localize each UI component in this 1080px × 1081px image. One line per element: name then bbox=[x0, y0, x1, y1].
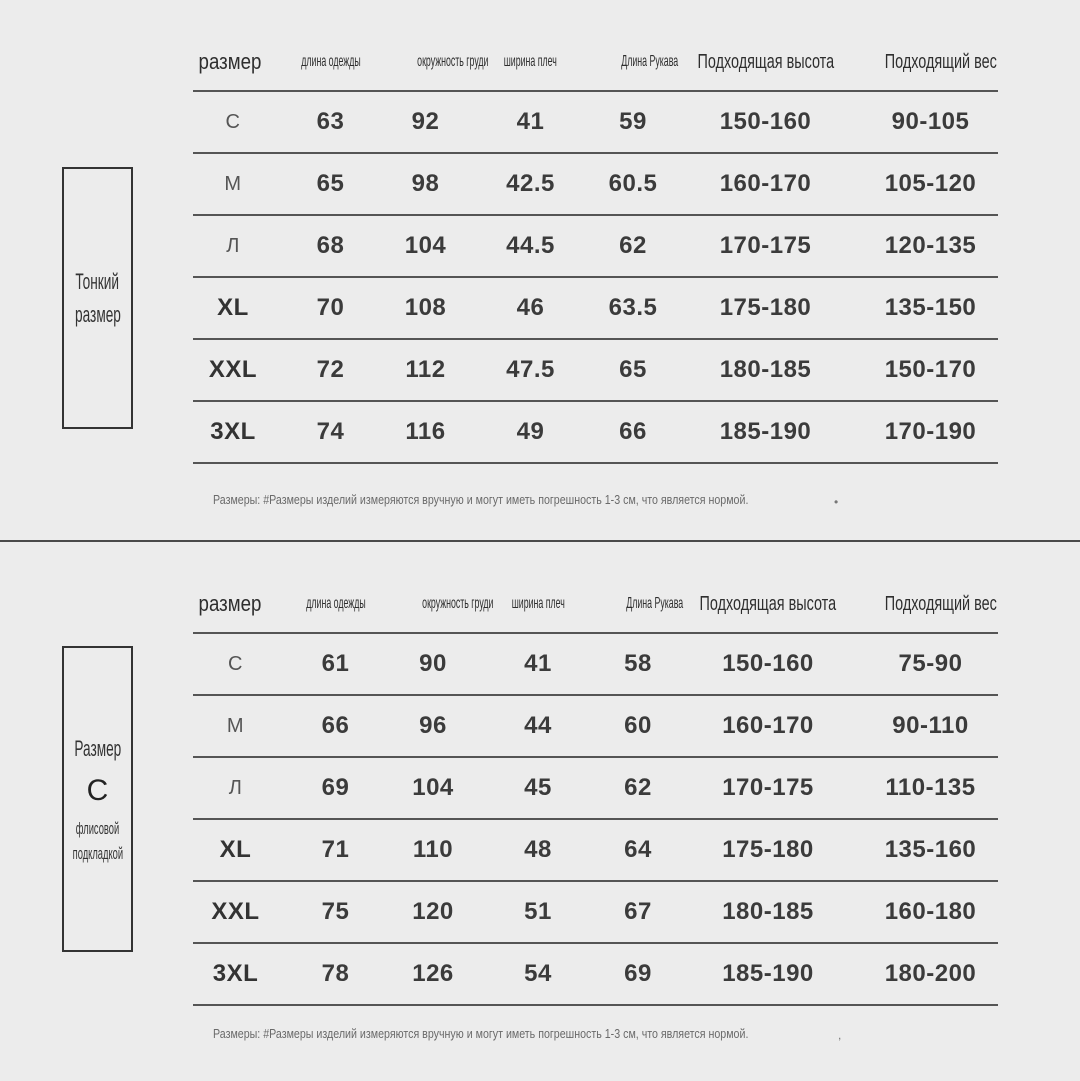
col-header-length: длина одежды bbox=[278, 576, 393, 633]
chest-cell: 98 bbox=[388, 153, 463, 215]
sleeve-cell: 62 bbox=[603, 757, 673, 819]
col-header-shoulder: ширина плеч bbox=[463, 34, 598, 91]
length-cell: 63 bbox=[273, 91, 388, 153]
height-cell: 150-160 bbox=[673, 633, 863, 695]
shoulder-cell: 49 bbox=[463, 401, 598, 463]
measurement-note: Размеры: #Размеры изделий измеряются вручную и могут иметь погрешность 1-3 см, что является нормой. bbox=[213, 1026, 749, 1041]
sleeve-cell: 58 bbox=[603, 633, 673, 695]
size-chart-slim bbox=[0, 0, 1080, 540]
table-row bbox=[193, 633, 998, 695]
height-cell: 160-170 bbox=[668, 153, 863, 215]
weight-cell: 90-105 bbox=[863, 91, 998, 153]
weight-cell: 135-160 bbox=[863, 819, 998, 881]
col-header-length: длина одежды bbox=[273, 34, 388, 91]
table-row bbox=[193, 757, 998, 819]
height-cell: 180-185 bbox=[668, 339, 863, 401]
height-cell: 180-185 bbox=[673, 881, 863, 943]
sleeve-cell: 62 bbox=[598, 215, 668, 277]
col-header-sleeve: Длина Рукава bbox=[598, 34, 668, 91]
col-header-height: Подходящая высота bbox=[668, 34, 863, 91]
chest-cell: 104 bbox=[393, 757, 473, 819]
size-cell: С bbox=[193, 633, 278, 695]
height-cell: 175-180 bbox=[673, 819, 863, 881]
chest-cell: 126 bbox=[393, 943, 473, 1005]
table-row bbox=[193, 339, 998, 401]
shoulder-cell: 51 bbox=[473, 881, 603, 943]
length-cell: 66 bbox=[278, 695, 393, 757]
fleece-size-label-box bbox=[62, 646, 133, 952]
col-header-shoulder: ширина плеч bbox=[473, 576, 603, 633]
weight-cell: 170-190 bbox=[863, 401, 998, 463]
height-cell: 150-160 bbox=[668, 91, 863, 153]
side-label-line: флисовой bbox=[75, 818, 120, 838]
chest-cell: 120 bbox=[393, 881, 473, 943]
weight-cell: 150-170 bbox=[863, 339, 998, 401]
shoulder-cell: 44.5 bbox=[463, 215, 598, 277]
chest-cell: 110 bbox=[393, 819, 473, 881]
chest-cell: 90 bbox=[393, 633, 473, 695]
side-label-line: Тонкий bbox=[75, 269, 120, 294]
col-header-chest: окружность груди bbox=[393, 576, 473, 633]
height-cell: 170-175 bbox=[673, 757, 863, 819]
sleeve-cell: 69 bbox=[603, 943, 673, 1005]
weight-cell: 120-135 bbox=[863, 215, 998, 277]
size-cell: XXL bbox=[193, 881, 278, 943]
weight-cell: 160-180 bbox=[863, 881, 998, 943]
height-cell: 175-180 bbox=[668, 277, 863, 339]
length-cell: 72 bbox=[273, 339, 388, 401]
size-cell: М bbox=[193, 695, 278, 757]
shoulder-cell: 41 bbox=[473, 633, 603, 695]
table-row bbox=[193, 819, 998, 881]
chest-cell: 104 bbox=[388, 215, 463, 277]
sleeve-cell: 65 bbox=[598, 339, 668, 401]
sleeve-cell: 64 bbox=[603, 819, 673, 881]
size-cell: XXL bbox=[193, 339, 273, 401]
size-cell: 3XL bbox=[193, 943, 278, 1005]
col-header-weight: Подходящий вес bbox=[863, 576, 998, 633]
sleeve-cell: 59 bbox=[598, 91, 668, 153]
chest-cell: 116 bbox=[388, 401, 463, 463]
size-cell: М bbox=[193, 153, 273, 215]
table-row bbox=[193, 401, 998, 463]
shoulder-cell: 45 bbox=[473, 757, 603, 819]
col-header-chest: окружность груди bbox=[388, 34, 463, 91]
shoulder-cell: 54 bbox=[473, 943, 603, 1005]
side-label-line: подкладкой bbox=[72, 844, 123, 863]
sleeve-cell: 63.5 bbox=[598, 277, 668, 339]
length-cell: 68 bbox=[273, 215, 388, 277]
size-cell: XL bbox=[193, 819, 278, 881]
col-header-weight: Подходящий вес bbox=[863, 34, 998, 91]
side-label-line: С bbox=[86, 773, 109, 807]
height-cell: 160-170 bbox=[673, 695, 863, 757]
length-cell: 74 bbox=[273, 401, 388, 463]
slim-size-label-box bbox=[62, 167, 133, 429]
chest-cell: 112 bbox=[388, 339, 463, 401]
height-cell: 185-190 bbox=[668, 401, 863, 463]
height-cell: 170-175 bbox=[668, 215, 863, 277]
shoulder-cell: 42.5 bbox=[463, 153, 598, 215]
chest-cell: 96 bbox=[393, 695, 473, 757]
table-row bbox=[193, 277, 998, 339]
size-cell: XL bbox=[193, 277, 273, 339]
table-row bbox=[193, 695, 998, 757]
col-header-height: Подходящая высота bbox=[673, 576, 863, 633]
length-cell: 69 bbox=[278, 757, 393, 819]
shoulder-cell: 48 bbox=[473, 819, 603, 881]
sleeve-cell: 60 bbox=[603, 695, 673, 757]
length-cell: 70 bbox=[273, 277, 388, 339]
sleeve-cell: 66 bbox=[598, 401, 668, 463]
col-header-sleeve: Длина Рукава bbox=[603, 576, 673, 633]
table-row bbox=[193, 153, 998, 215]
length-cell: 78 bbox=[278, 943, 393, 1005]
shoulder-cell: 41 bbox=[463, 91, 598, 153]
header-row bbox=[193, 576, 998, 633]
length-cell: 61 bbox=[278, 633, 393, 695]
table-row bbox=[193, 943, 998, 1005]
size-chart-fleece bbox=[0, 542, 1080, 1081]
height-cell: 185-190 bbox=[673, 943, 863, 1005]
side-label-line: размер bbox=[74, 302, 121, 327]
shoulder-cell: 44 bbox=[473, 695, 603, 757]
shoulder-cell: 47.5 bbox=[463, 339, 598, 401]
shoulder-cell: 46 bbox=[463, 277, 598, 339]
size-table bbox=[193, 34, 998, 464]
table-row bbox=[193, 881, 998, 943]
size-cell: С bbox=[193, 91, 273, 153]
length-cell: 65 bbox=[273, 153, 388, 215]
length-cell: 71 bbox=[278, 819, 393, 881]
weight-cell: 135-150 bbox=[863, 277, 998, 339]
weight-cell: 180-200 bbox=[863, 943, 998, 1005]
sleeve-cell: 60.5 bbox=[598, 153, 668, 215]
sleeve-cell: 67 bbox=[603, 881, 673, 943]
size-cell: 3XL bbox=[193, 401, 273, 463]
length-cell: 75 bbox=[278, 881, 393, 943]
weight-cell: 75-90 bbox=[863, 633, 998, 695]
header-row bbox=[193, 34, 998, 91]
weight-cell: 105-120 bbox=[863, 153, 998, 215]
chest-cell: 108 bbox=[388, 277, 463, 339]
weight-cell: 110-135 bbox=[863, 757, 998, 819]
measurement-note: Размеры: #Размеры изделий измеряются вручную и могут иметь погрешность 1-3 см, что является нормой. bbox=[213, 492, 749, 507]
chest-cell: 92 bbox=[388, 91, 463, 153]
side-label-line: Размер bbox=[74, 735, 121, 761]
dot-mark: , bbox=[838, 1028, 842, 1042]
col-header-size: размер bbox=[193, 576, 278, 633]
size-table bbox=[193, 576, 998, 1006]
size-cell: Л bbox=[193, 215, 273, 277]
col-header-size: размер bbox=[193, 34, 273, 91]
table-row bbox=[193, 215, 998, 277]
dot-mark: • bbox=[834, 495, 839, 509]
size-cell: Л bbox=[193, 757, 278, 819]
table-row bbox=[193, 91, 998, 153]
weight-cell: 90-110 bbox=[863, 695, 998, 757]
